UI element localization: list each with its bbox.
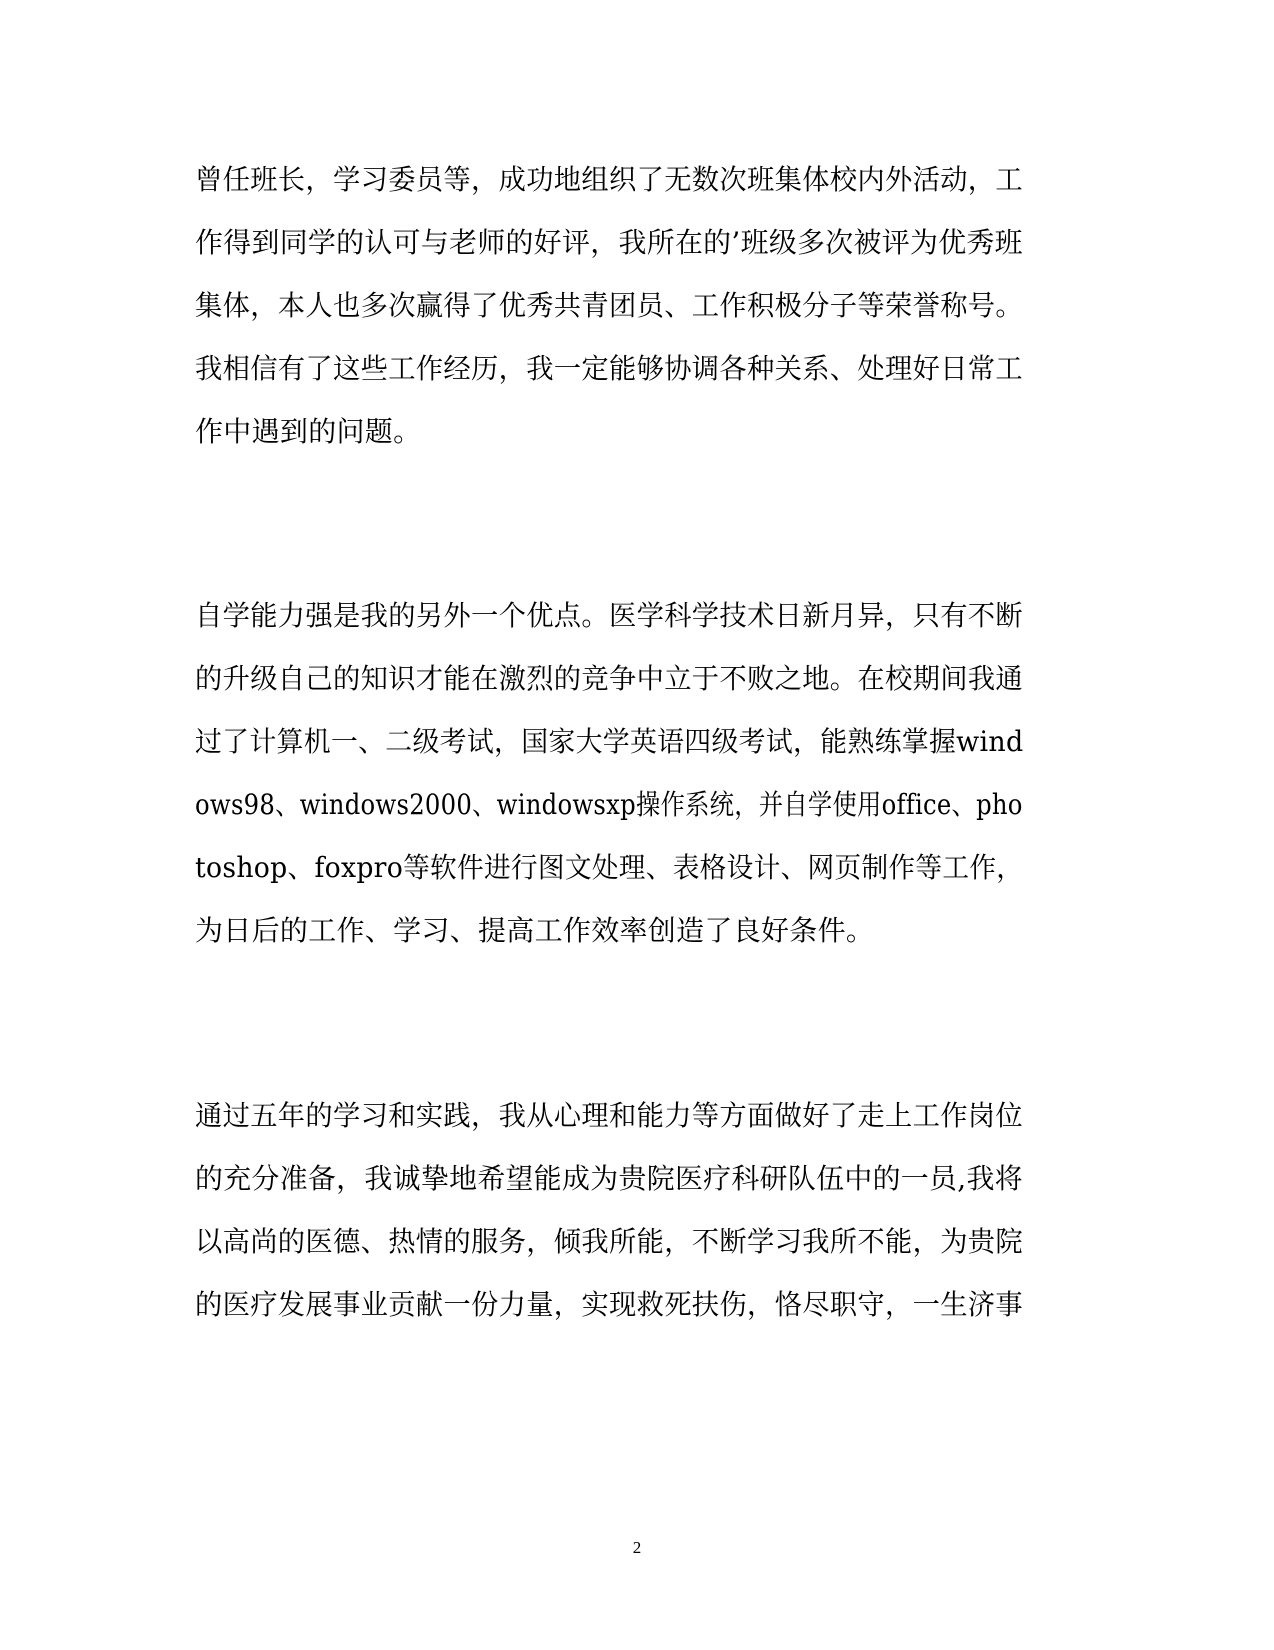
paragraph-line: 的充分准备，我诚挚地希望能成为贵院医疗科研队伍中的一员,我将 <box>195 1162 1023 1195</box>
paragraph-line: 为日后的工作、学习、提高工作效率创造了良好条件。 <box>195 914 875 947</box>
paragraph-line: 作中遇到的问题。 <box>195 415 422 448</box>
paragraph-line: 我相信有了这些工作经历，我一定能够协调各种关系、处理好日常工 <box>195 352 1024 385</box>
paragraph-line: 自学能力强是我的另外一个优点。医学科学技术日新月异，只有不断 <box>195 599 1024 632</box>
paragraph-line: 过了计算机一、二级考试，国家大学英语四级考试，能熟练掌握wind <box>195 725 1024 758</box>
paragraph-line: toshop、foxpro等软件进行图文处理、表格设计、网页制作等工作， <box>195 851 1024 884</box>
paragraph-line: 集体，本人也多次赢得了优秀共青团员、工作积极分子等荣誉称号。 <box>195 289 1024 322</box>
paragraph-line: 作得到同学的认可与老师的好评，我所在的’班级多次被评为优秀班 <box>195 226 1023 259</box>
paragraph-line: 的医疗发展事业贡献一份力量，实现救死扶伤，恪尽职守，一生济事 <box>195 1288 1024 1321</box>
paragraph-line: 曾任班长，学习委员等，成功地组织了无数次班集体校内外活动，工 <box>195 163 1024 196</box>
paragraph-line: ows98、windows2000、windowsxp操作系统，并自学使用office、pho <box>195 788 1023 821</box>
paragraph-line: 通过五年的学习和实践，我从心理和能力等方面做好了走上工作岗位 <box>195 1099 1024 1132</box>
paragraph-line: 以高尚的医德、热情的服务，倾我所能，不断学习我所不能，为贵院 <box>195 1225 1024 1258</box>
paragraph-line: 的升级自己的知识才能在激烈的竞争中立于不败之地。在校期间我通 <box>195 662 1024 695</box>
page-number: 2 <box>632 1538 642 1557</box>
